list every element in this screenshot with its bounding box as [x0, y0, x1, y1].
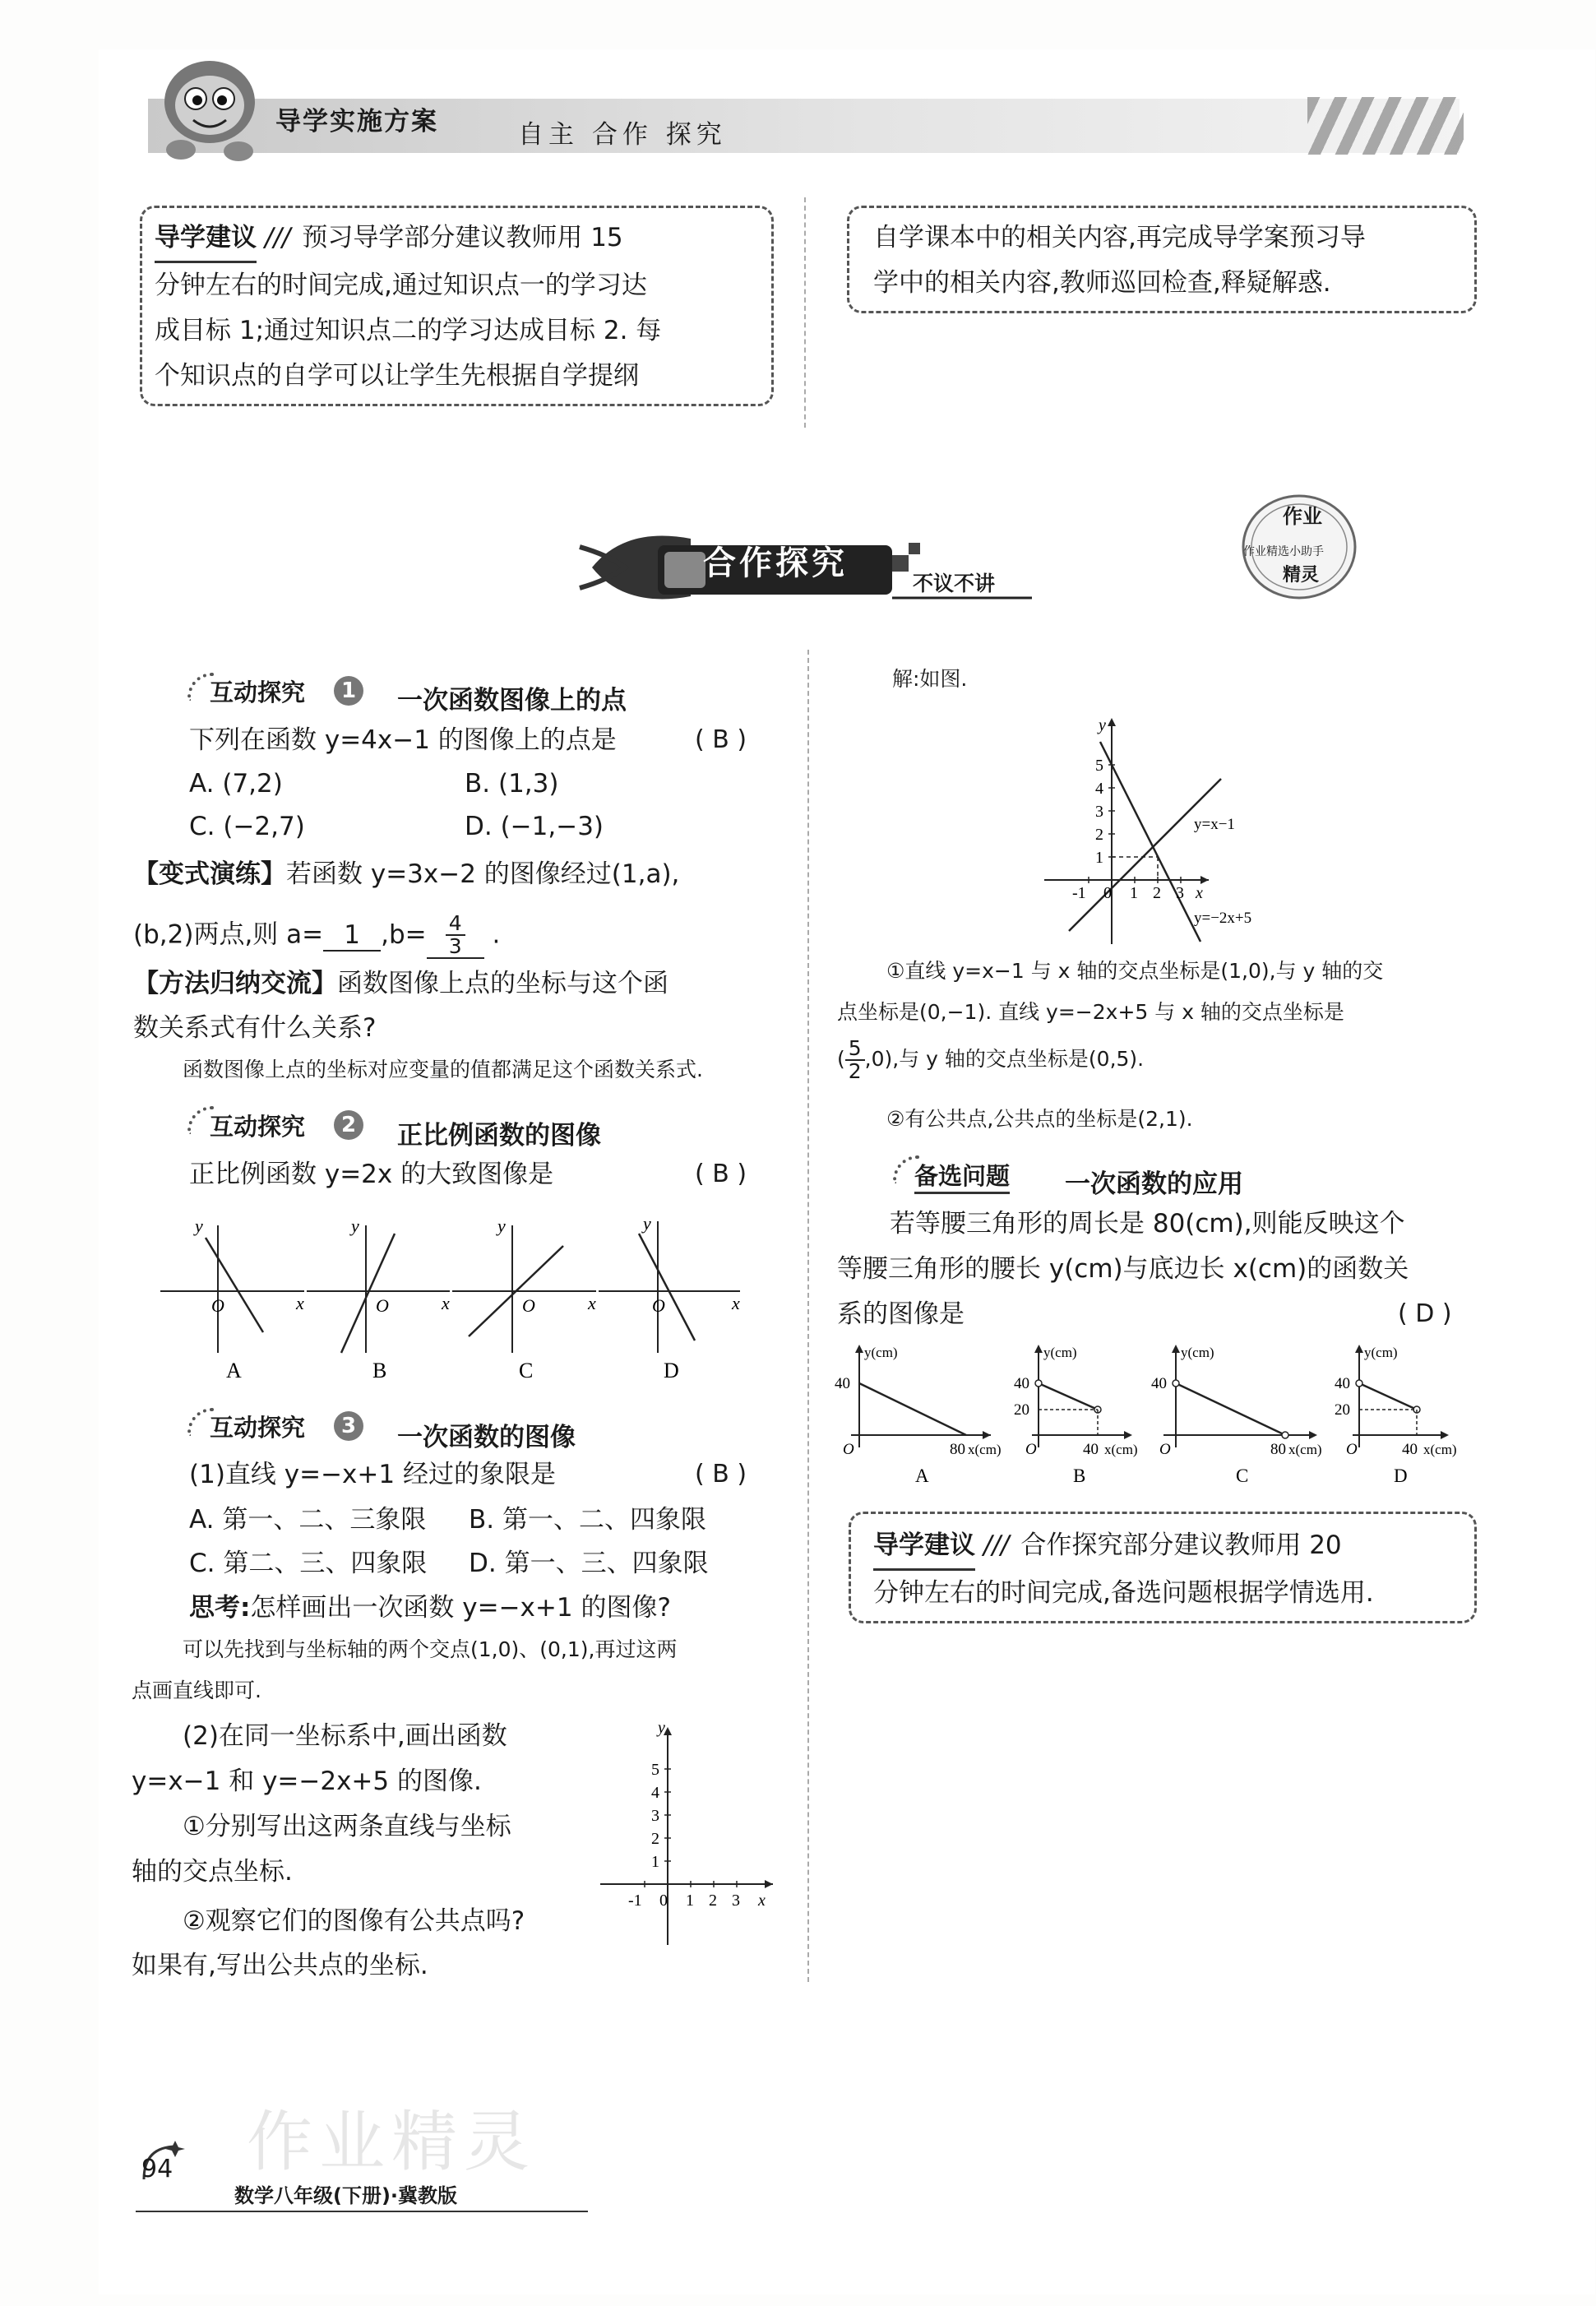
guide-box-1-label: 导学建议 [155, 215, 257, 263]
s4-c-o: O [1159, 1441, 1171, 1458]
section-2-tag: 互动探究 [210, 1113, 306, 1141]
s1-option-b: B. (1,3) [465, 769, 559, 799]
s4-answer: ( D ) [1398, 1299, 1452, 1328]
s3-option-a: A. 第一、二、三象限 [189, 1505, 427, 1535]
graph-b-o: O [376, 1295, 389, 1316]
graph-a-o: O [211, 1295, 224, 1316]
column-divider-top [804, 197, 806, 428]
footer-book: 数学八年级(下册)·冀教版 [234, 2184, 458, 2207]
section-2-number: 2 [334, 1110, 363, 1140]
s4-graph-d [1335, 1345, 1457, 1486]
guide-box-3-label: 导学建议 [873, 1523, 975, 1571]
guide-box-1-line: 分钟左右的时间完成,通过知识点一的学习达 [155, 271, 647, 300]
think-label: 思考: [189, 1593, 251, 1623]
sol-x-0: 0 [1103, 884, 1112, 902]
s4-a-40: 40 [835, 1375, 850, 1392]
grid-x-neg1: -1 [628, 1892, 642, 1910]
mascot-icon [148, 51, 271, 166]
graph-d-x: x [732, 1293, 740, 1313]
s4-d-40: 40 [1335, 1375, 1350, 1392]
banner-title: 合作探究 [703, 544, 848, 582]
s4-q-line: 等腰三角形的腰长 y(cm)与底边长 x(cm)的函数关 [837, 1254, 1409, 1284]
variant-b-blank [427, 913, 484, 959]
graph-a-x: x [296, 1293, 304, 1313]
sol-line2-label: y=−2x+5 [1194, 910, 1252, 927]
grid-y-label: y [658, 1723, 665, 1737]
s3-q2-line: ①分别写出这两条直线与坐标 [183, 1812, 511, 1841]
stamp-top: 作业 [1283, 505, 1322, 528]
s3-think [189, 1593, 671, 1623]
graph-b [307, 1216, 450, 1382]
guide-box-1-line: 个知识点的自学可以让学生先根据自学提纲 [155, 361, 639, 391]
guide-box-3-line: 合作探究部分建议教师用 20 [1020, 1530, 1342, 1560]
guide-box-3-text: 导学建议 /// 合作探究部分建议教师用 20 分钟左右的时间完成,备选问题根据学情选用. [873, 1523, 1465, 1616]
graph-a-y: y [195, 1216, 203, 1236]
guide-box-1-text: 导学建议 /// 预习导学部分建议教师用 15 分钟左右的时间完成,通过知识点一的学习达 成目标 1;通过知识点二的学习达成目标 2. 每 个知识点的自学可以让学生先根据自学提纲 [155, 215, 763, 399]
s1-option-a: A. (7,2) [189, 769, 283, 799]
s3-q1: (1)直线 y=−x+1 经过的象限是 [189, 1460, 556, 1489]
graph-d-o: O [652, 1295, 665, 1316]
section-3-number: 3 [334, 1411, 363, 1441]
think-text: 怎样画出一次函数 y=−x+1 的图像? [250, 1593, 671, 1623]
variant-b-den: 3 [448, 934, 462, 958]
solution-ans1-rest: ,0),与 y 轴的交点坐标是(0,5). [864, 1047, 1145, 1071]
s4-q-line: 若等腰三角形的周长是 80(cm),则能反映这个 [890, 1209, 1405, 1239]
sol-line1-label: y=x−1 [1194, 816, 1235, 833]
variant-b-fraction [446, 913, 465, 957]
solution-fraction [845, 1038, 865, 1082]
footer-page-number: 94 [141, 2155, 173, 2183]
grid-x-3: 3 [732, 1892, 740, 1910]
solution-frac-den: 2 [848, 1059, 862, 1083]
s4-d-label: D [1394, 1466, 1408, 1486]
graph-c [452, 1216, 596, 1382]
column-divider-main [807, 650, 809, 1982]
s4-b-40: 40 [1014, 1375, 1029, 1392]
banner-tag: 不议不讲 [913, 572, 996, 595]
graph-b-x: x [442, 1293, 450, 1313]
variant-text: 若函数 y=3x−2 的图像经过(1,a), [286, 859, 680, 889]
s1-method-2: 数关系式有什么关系? [133, 1013, 377, 1043]
grid-x-label: x [758, 1892, 766, 1910]
sol-y-3: 3 [1095, 803, 1103, 821]
s1-method-answer: 函数图像上点的坐标对应变量的值都满足这个函数关系式. [183, 1058, 703, 1081]
s3-q2-line: (2)在同一坐标系中,画出函数 [183, 1721, 507, 1751]
section-1-number: 1 [334, 676, 363, 706]
s2-graphs [160, 1209, 752, 1390]
footer-line [136, 2211, 588, 2212]
s4-d-40x: 40 [1402, 1441, 1418, 1458]
guide-box-2-line: 学中的相关内容,教师巡回检查,释疑解惑. [873, 268, 1331, 298]
grid-x-0: 0 [659, 1892, 668, 1910]
variant-a-blank [323, 920, 381, 952]
graph-c-o: O [522, 1295, 535, 1316]
guide-box-2-text [873, 215, 1465, 306]
s4-b-40x: 40 [1083, 1441, 1099, 1458]
s3-option-d: D. 第一、三、四象限 [469, 1549, 709, 1578]
stamp-middle: 作业精选小助手 [1243, 545, 1324, 558]
section-4-tag: 备选问题 [914, 1158, 1010, 1194]
s1-option-c: C. (−2,7) [189, 812, 305, 841]
s4-b-20: 20 [1014, 1401, 1029, 1419]
variant-mid: ,b= [381, 919, 427, 950]
grid-y-3: 3 [651, 1807, 659, 1825]
section-1-title: 一次函数图像上的点 [397, 686, 627, 715]
s4-d-x: x(cm) [1423, 1442, 1457, 1457]
grid-y-5: 5 [651, 1761, 659, 1779]
s4-d-y: y(cm) [1364, 1345, 1398, 1360]
s1-method [133, 969, 668, 998]
section-2-title: 正比例函数的图像 [397, 1121, 601, 1151]
guide-box-2-line: 自学课本中的相关内容,再完成导学案预习导 [873, 223, 1366, 252]
s4-c-y: y(cm) [1181, 1345, 1214, 1360]
graph-c-x: x [588, 1293, 596, 1313]
s4-d-o: O [1346, 1441, 1358, 1458]
sol-x-3: 3 [1176, 884, 1184, 902]
s1-answer: ( B ) [695, 725, 747, 754]
s3-think-answer-1: 可以先找到与坐标轴的两个交点(1,0)、(0,1),再过这两 [183, 1637, 678, 1661]
s3-q2-line: 如果有,写出公共点的坐标. [132, 1951, 428, 1980]
s3-option-c: C. 第二、三、四象限 [189, 1549, 428, 1578]
method-text: 函数图像上点的坐标与这个函 [337, 969, 668, 998]
s1-question: 下列在函数 y=4x−1 的图像上的点是 [189, 725, 617, 755]
method-label: 【方法归纳交流】 [133, 969, 337, 998]
s4-a-80: 80 [950, 1441, 965, 1458]
s1-variant [133, 859, 679, 889]
sol-y-1: 1 [1095, 849, 1103, 867]
s4-a-label: A [915, 1466, 929, 1486]
solution-ans1-line3: ( $\frac{5}{2}$ ,0),与 y 轴的交点坐标是(0,5). [837, 1036, 1145, 1083]
section-3-tag: 互动探究 [210, 1414, 306, 1442]
grid-y-1: 1 [651, 1853, 659, 1871]
graph-c-label: C [519, 1359, 534, 1382]
s4-a-y: y(cm) [864, 1345, 898, 1360]
guide-box-3-line: 分钟左右的时间完成,备选问题根据学情选用. [873, 1578, 1374, 1608]
s2-answer: ( B ) [695, 1160, 747, 1188]
graph-b-y: y [351, 1216, 359, 1236]
s1-option-d: D. (−1,−3) [465, 812, 604, 841]
s3-q2-line: ②观察它们的图像有公共点吗? [183, 1906, 525, 1936]
variant-text-2: (b,2)两点,则 a= [133, 919, 324, 950]
graph-b-label: B [372, 1359, 387, 1382]
footer-watermark: 作业精灵 [247, 2104, 536, 2180]
s4-graph-c [1151, 1345, 1322, 1486]
s4-b-y: y(cm) [1043, 1345, 1077, 1360]
solution-ans1-line2: 点坐标是(0,−1). 直线 y=−2x+5 与 x 轴的交点坐标是 [837, 1000, 1344, 1024]
section-3-title: 一次函数的图像 [397, 1423, 576, 1452]
sol-x-2: 2 [1153, 884, 1161, 902]
s4-b-x: x(cm) [1104, 1442, 1138, 1457]
sol-y-5: 5 [1095, 757, 1103, 775]
guide-box-1-line: 成目标 1;通过知识点二的学习达成目标 2. 每 [155, 316, 662, 345]
graph-c-y: y [497, 1216, 506, 1236]
sol-x-label: x [1196, 884, 1203, 902]
guide-box-1-line: 预习导学部分建议教师用 15 [302, 223, 623, 252]
sol-y-2: 2 [1095, 826, 1103, 844]
s4-graphs [826, 1341, 1492, 1489]
grid-x-2: 2 [709, 1892, 717, 1910]
s3-option-b: B. 第一、二、四象限 [469, 1505, 706, 1535]
s4-graph-b [1014, 1345, 1138, 1486]
s4-c-x: x(cm) [1288, 1442, 1322, 1457]
s4-b-label: B [1073, 1466, 1086, 1486]
sol-y-4: 4 [1095, 780, 1103, 798]
section-4-title: 一次函数的应用 [1065, 1169, 1243, 1199]
s3-empty-grid [600, 1723, 777, 1945]
graph-d [599, 1213, 740, 1382]
s4-a-x: x(cm) [968, 1442, 1002, 1457]
s3-q2-line: y=x−1 和 y=−2x+5 的图像. [132, 1767, 482, 1796]
s4-q-line: 系的图像是 [837, 1299, 965, 1329]
s3-q2-line: 轴的交点坐标. [132, 1857, 293, 1887]
section-1-tag: 互动探究 [210, 678, 306, 706]
s4-c-40: 40 [1151, 1375, 1167, 1392]
header-stripes [1307, 97, 1464, 155]
variant-label: 【变式演练】 [133, 859, 286, 889]
sol-y-label: y [1099, 716, 1106, 734]
sol-x-1: 1 [1130, 884, 1138, 902]
solution-graph [1044, 715, 1283, 950]
solution-frac-num: 5 [845, 1038, 865, 1061]
header-subtitle: 自主 合作 探究 [518, 120, 727, 150]
s4-graph-a [835, 1345, 1002, 1486]
s3-q1-answer: ( B ) [695, 1460, 747, 1489]
graph-d-y: y [643, 1213, 651, 1234]
s4-c-80: 80 [1270, 1441, 1286, 1458]
s4-c-label: C [1236, 1466, 1249, 1486]
graph-a [160, 1216, 304, 1382]
s2-question: 正比例函数 y=2x 的大致图像是 [189, 1160, 554, 1189]
solution-ans2: ②有公共点,公共点的坐标是(2,1). [886, 1107, 1193, 1131]
s4-a-o: O [843, 1441, 854, 1458]
s1-variant-2: (b,2)两点,则 a= 1 ,b= $\frac{4}{3}$ . [133, 911, 501, 958]
sol-x-neg1: -1 [1072, 884, 1086, 902]
grid-y-4: 4 [651, 1784, 659, 1802]
stamp-bottom: 精灵 [1283, 565, 1320, 586]
header-title: 导学实施方案 [275, 107, 438, 137]
grid-y-2: 2 [651, 1830, 659, 1848]
s4-b-o: O [1025, 1441, 1037, 1458]
solution-ans1-line1: ①直线 y=x−1 与 x 轴的交点坐标是(1,0),与 y 轴的交 [886, 959, 1384, 983]
graph-d-label: D [664, 1359, 679, 1382]
variant-b-num: 4 [446, 913, 465, 936]
s4-d-20: 20 [1335, 1401, 1350, 1419]
graph-a-label: A [226, 1359, 242, 1382]
solution-intro: 解:如图. [892, 667, 968, 691]
variant-a: 1 [344, 919, 360, 950]
grid-x-1: 1 [686, 1892, 694, 1910]
s3-think-answer-2: 点画直线即可. [132, 1679, 261, 1702]
